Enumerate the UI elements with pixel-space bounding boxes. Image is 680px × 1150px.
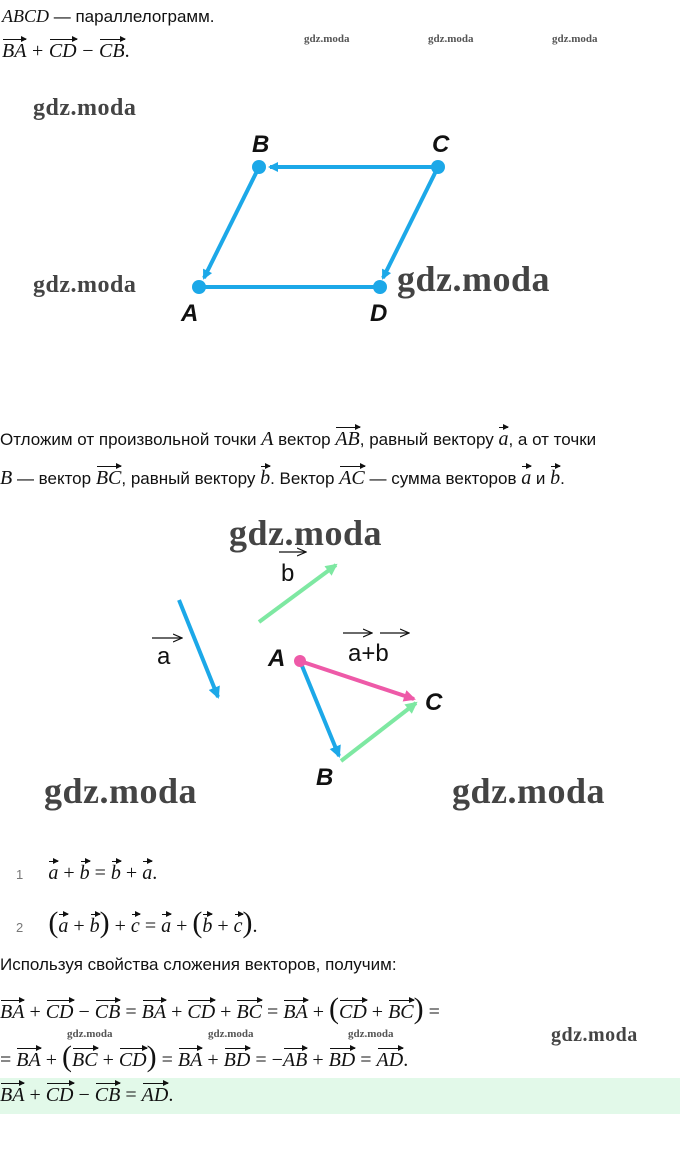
- list-number: 2: [16, 920, 24, 935]
- parallelogram-figure: [0, 95, 680, 335]
- label-a-vec: a: [157, 643, 171, 670]
- watermark-small: gdz.moda: [428, 33, 474, 45]
- watermark-large: gdz.moda: [452, 771, 606, 811]
- text-fragment: — вектор: [12, 469, 96, 488]
- label-a: A: [181, 300, 199, 327]
- watermark-small: gdz.moda: [67, 1028, 113, 1040]
- using-properties-text: Используя свойства сложения векторов, получим:: [0, 955, 397, 974]
- point-a: [192, 280, 206, 294]
- list-number: 1: [16, 867, 24, 882]
- text-fragment: , равный вектору: [121, 469, 261, 488]
- explanation-line1: [0, 428, 596, 451]
- label-point-c: C: [425, 689, 443, 716]
- property-2: 2 (a + b) + c = a + (b + c).: [16, 906, 258, 939]
- point-c: [431, 160, 445, 174]
- watermark-small: gdz.moda: [552, 33, 598, 45]
- vec-bc: BC: [95, 467, 122, 489]
- vec-a: a: [498, 428, 509, 450]
- point-b: [252, 160, 266, 174]
- derivation-row2: = BA + (BC + CD) = BA + BD = −AB + BD = AD.: [0, 1040, 409, 1073]
- vec-b: b: [260, 467, 271, 489]
- derivation-row1: BA + CD − CB = BA + CD + BC = BA + (CD + BC) =: [0, 992, 440, 1025]
- dash: —: [49, 7, 76, 26]
- vector-a: [179, 600, 218, 697]
- point-a: [294, 655, 306, 667]
- text-fragment: .: [560, 469, 565, 488]
- vec-ab: AB: [335, 428, 360, 450]
- vector-ab: [300, 661, 339, 756]
- point-b-ref: B: [0, 467, 13, 489]
- text-fragment: . Вектор: [270, 469, 340, 488]
- watermark-medium: gdz.moda: [551, 1024, 638, 1046]
- abcd-label: ABCD: [2, 6, 49, 26]
- label-sum: a+b: [348, 640, 389, 667]
- minus-sign: −: [82, 40, 94, 62]
- label-point-a: A: [268, 645, 286, 672]
- text-fragment: Отложим от произвольной точки: [0, 430, 262, 449]
- watermark-small: gdz.moda: [208, 1028, 254, 1040]
- watermark-small: gdz.moda: [348, 1028, 394, 1040]
- vector-b: [259, 565, 336, 622]
- watermark-medium: gdz.moda: [33, 95, 137, 121]
- text-fragment: — сумма векторов: [364, 469, 522, 488]
- watermark-large: gdz.moda: [44, 771, 198, 811]
- vector-ba: [204, 167, 259, 278]
- task-expression: [2, 40, 130, 63]
- point-d: [373, 280, 387, 294]
- text-fragment: , а от точки: [508, 430, 597, 449]
- point-a-ref: A: [261, 428, 274, 450]
- vec-ac: AC: [339, 467, 365, 489]
- label-c: C: [432, 131, 450, 158]
- text-fragment: вектор: [273, 430, 336, 449]
- task-statement-line1: [2, 6, 215, 27]
- vector-bc: [341, 703, 416, 761]
- vec-cb: CB: [99, 40, 125, 62]
- watermark-large: gdz.moda: [397, 259, 551, 299]
- explanation-line2: [0, 467, 565, 490]
- property-1: 1 a + b = b + a.: [16, 862, 158, 884]
- label-d: D: [370, 300, 388, 327]
- watermark-small: gdz.moda: [304, 33, 350, 45]
- result-row: BA + CD − CB = AD.: [0, 1084, 174, 1106]
- watermark-large: gdz.moda: [229, 513, 383, 553]
- watermark-medium: gdz.moda: [33, 272, 137, 298]
- label-b-vec: b: [281, 560, 295, 587]
- parallelogram-word: параллелограмм.: [75, 7, 215, 26]
- vec-a: a: [521, 467, 532, 489]
- vec-cd: CD: [48, 40, 77, 62]
- label-point-b: B: [316, 764, 334, 791]
- vec-b: b: [550, 467, 561, 489]
- vec-ba: BA: [2, 40, 27, 62]
- vector-sum-figure: [0, 540, 680, 800]
- text-fragment: и: [531, 469, 551, 488]
- period: .: [124, 40, 130, 62]
- text-fragment: , равный вектору: [359, 430, 499, 449]
- plus-sign: +: [32, 40, 44, 62]
- label-b: B: [252, 131, 270, 158]
